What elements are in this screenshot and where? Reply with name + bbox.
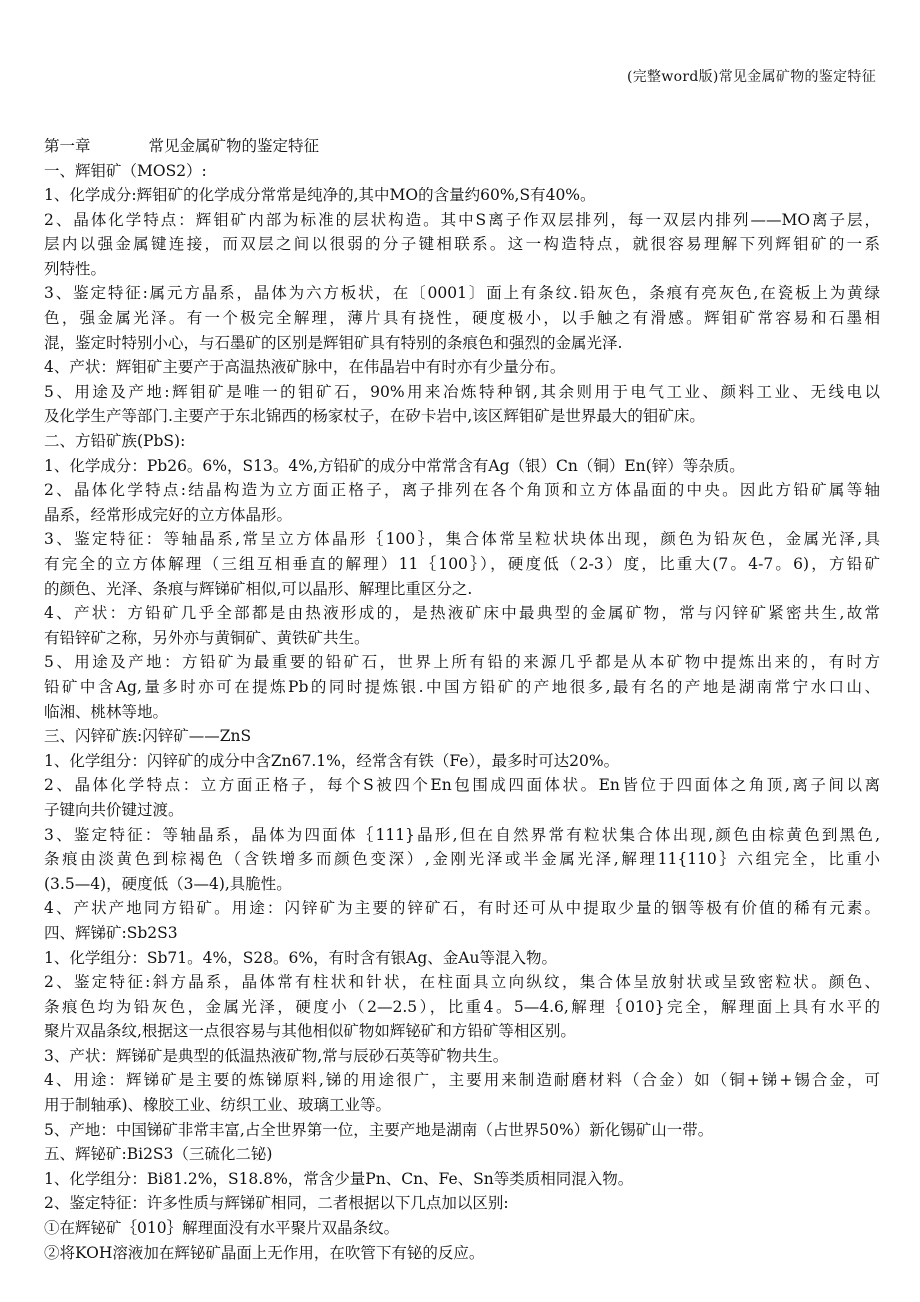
document-body: [44, 134, 880, 1265]
text-line: 条痕由淡黄色到棕褐色（含铁增多而颜色变深）,金刚光泽或半金属光泽,解理11{110｝六组完全，比重小: [44, 850, 880, 869]
text-lines: [44, 159, 880, 1266]
text-line: 子键向共价键过渡。: [44, 800, 184, 819]
text-line: ①在辉铋矿｛010｝解理面没有水平聚片双晶条纹。: [44, 1219, 400, 1238]
text-line: 条痕色均为铅灰色，金属光泽，硬度小（2—2.5），比重4。5—4.6,解理｛010}完全，解理面上具有水平的: [44, 997, 880, 1016]
text-line: 2、晶体化学特点：立方面正格子，每个S被四个En包围成四面体状。En皆位于四面体之角顶,离子间以离: [44, 776, 880, 795]
text-line: 铅矿中含Ag,量多时亦可在提炼Pb的同时提炼银.中国方铅矿的产地很多,最有名的产地是湖南常宁水口山、: [44, 677, 880, 696]
text-line: (3.5—4)，硬度低（3—4),具脆性。: [44, 874, 292, 893]
text-line: 混，鉴定时特别小心，与石墨矿的区别是辉钼矿具有特别的条痕色和强烈的金属光泽.: [44, 333, 623, 352]
text-line: 1、化学组分：Sb71。4%，S28。6%，有时含有银Ag、金Au等混入物。: [44, 948, 557, 967]
text-line: 三、闪锌矿族:闪锌矿——ZnS: [44, 727, 252, 746]
text-line: 4、用途：辉锑矿是主要的炼锑原料,锑的用途很广，主要用来制造耐磨材料（合金）如（铜+锑+锡合金，可: [44, 1071, 880, 1090]
text-line: 四、辉锑矿:Sb2S3: [44, 923, 178, 942]
text-line: 5、用途及产地:辉钼矿是唯一的钼矿石，90%用来冶炼特种钢,其余则用于电气工业、颜料工业、无线电以: [44, 382, 880, 401]
text-line: 1、化学组分：Bi81.2%，S18.8%，常含少量Pn、Cn、Fe、Sn等类质相同混入物。: [44, 1169, 634, 1188]
chapter-title: [44, 134, 880, 159]
text-line: 4、产状产地同方铅矿。用途：闪锌矿为主要的锌矿石，有时还可从中提取少量的铟等极有价值的稀有元素。: [44, 899, 880, 918]
text-line: 用于制轴承)、橡胶工业、纺织工业、玻璃工业等。: [44, 1096, 392, 1115]
text-line: ②将KOH溶液加在辉铋矿晶面上无作用，在吹管下有铋的反应。: [44, 1243, 485, 1262]
text-line: 1、化学成分:辉钼矿的化学成分常常是纯净的,其中MO的含量约60%,S有40%。: [44, 186, 596, 205]
text-line: 列特性。: [44, 259, 107, 278]
text-line: 3、鉴定特征:属元方晶系，晶体为六方板状，在〔0001〕面上有条纹.铅灰色，条痕有亮灰色,在瓷板上为黄绿: [44, 284, 880, 303]
text-line: 5、产地：中国锑矿非常丰富,占全世界第一位，主要产地是湖南（占世界50%）新化锡矿山一带。: [44, 1120, 714, 1139]
text-line: 有完全的立方体解理（三组互相垂直的解理）11｛100｝），硬度低（2-3）度，比重大(7。4-7。6)，方铅矿: [44, 555, 880, 573]
text-line: 临湘、桃林等地。: [44, 702, 169, 721]
text-line: 色，强金属光泽。有一个极完全解理，薄片具有挠性，硬度极小，以手触之有滑感。辉钼矿常容易和石墨相: [44, 309, 880, 328]
text-line: 2、鉴定特征:斜方晶系，晶体常有柱状和针状，在柱面具立向纵纹，集合体呈放射状或呈致密粒状。颜色、: [44, 973, 880, 992]
text-line: 4、产状：方铅矿几乎全部都是由热液形成的，是热液矿床中最典型的金属矿物，常与闪锌矿紧密共生,故常: [44, 604, 880, 623]
text-line: 1、化学成分：Pb26。6%，S13。4%,方铅矿的成分中常常含有Ag（银）Cn（铜）En(锌）等杂质。: [44, 456, 745, 475]
text-line: 五、辉铋矿:Bi2S3（三硫化二铋): [44, 1145, 273, 1164]
text-line: 1、化学组分：闪锌矿的成分中含Zn67.1%，经常含有铁（Fe），最多时可达20%。: [44, 751, 620, 770]
text-line: 4、产状：辉钼矿主要产于高温热液矿脉中，在伟晶岩中有时亦有少量分布。: [44, 358, 566, 377]
chapter-number: 第一章: [44, 137, 91, 155]
running-header: (完整word版)常见金属矿物的鉴定特征: [627, 69, 876, 85]
text-line: 二、方铅矿族(PbS):: [44, 432, 186, 451]
text-line: 层内以强金属键连接，而双层之间以很弱的分子键相联系。这一构造特点，就很容易理解下列辉钼矿的一系: [44, 235, 880, 254]
text-line: 3、鉴定特征：等轴晶系,常呈立方体晶形｛100｝，集合体常呈粒状块体出现，颜色为铅灰色，金属光泽,具: [44, 530, 880, 549]
text-line: 2、晶体化学特点:结晶构造为立方面正格子，离子排列在各个角顶和立方体晶面的中央。因此方铅矿属等轴: [44, 481, 880, 500]
text-line: 2、鉴定特征：许多性质与辉锑矿相同，二者根据以下几点加以区别:: [44, 1194, 509, 1213]
text-line: 晶系，经常形成完好的立方体晶形。: [44, 505, 293, 524]
chapter-heading: 常见金属矿物的鉴定特征: [148, 137, 320, 155]
text-line: 5、用途及产地：方铅矿为最重要的铅矿石，世界上所有铅的来源几乎都是从本矿物中提炼出来的，有时方: [44, 653, 880, 672]
text-line: 聚片双晶条纹,根据这一点很容易与其他相似矿物如辉铋矿和方铅矿等相区别。: [44, 1022, 576, 1041]
text-line: 3、鉴定特征：等轴晶系，晶体为四面体｛111}晶形,但在自然界常有粒状集合体出现,颜色由棕黄色到黑色,: [44, 825, 880, 844]
text-line: 2、晶体化学特点：辉钼矿内部为标准的层状构造。其中S离子作双层排列，每一双层内排列——MO离子层，: [44, 210, 880, 229]
text-line: 3、产状：辉锑矿是典型的低温热液矿物,常与辰砂石英等矿物共生。: [44, 1046, 509, 1065]
text-line: 有铅锌矿之称，另外亦与黄铜矿、黄铁矿共生。: [44, 628, 370, 647]
text-line: 及化学生产等部门.主要产于东北锦西的杨家杖子，在矽卡岩中,该区辉钼矿是世界最大的钼矿床。: [44, 407, 705, 426]
text-line: 的颜色、光泽、条痕与辉锑矿相似,可以晶形、解理比重区分之.: [44, 579, 473, 598]
text-line: 一、辉钼矿（MOS2）:: [44, 161, 207, 180]
